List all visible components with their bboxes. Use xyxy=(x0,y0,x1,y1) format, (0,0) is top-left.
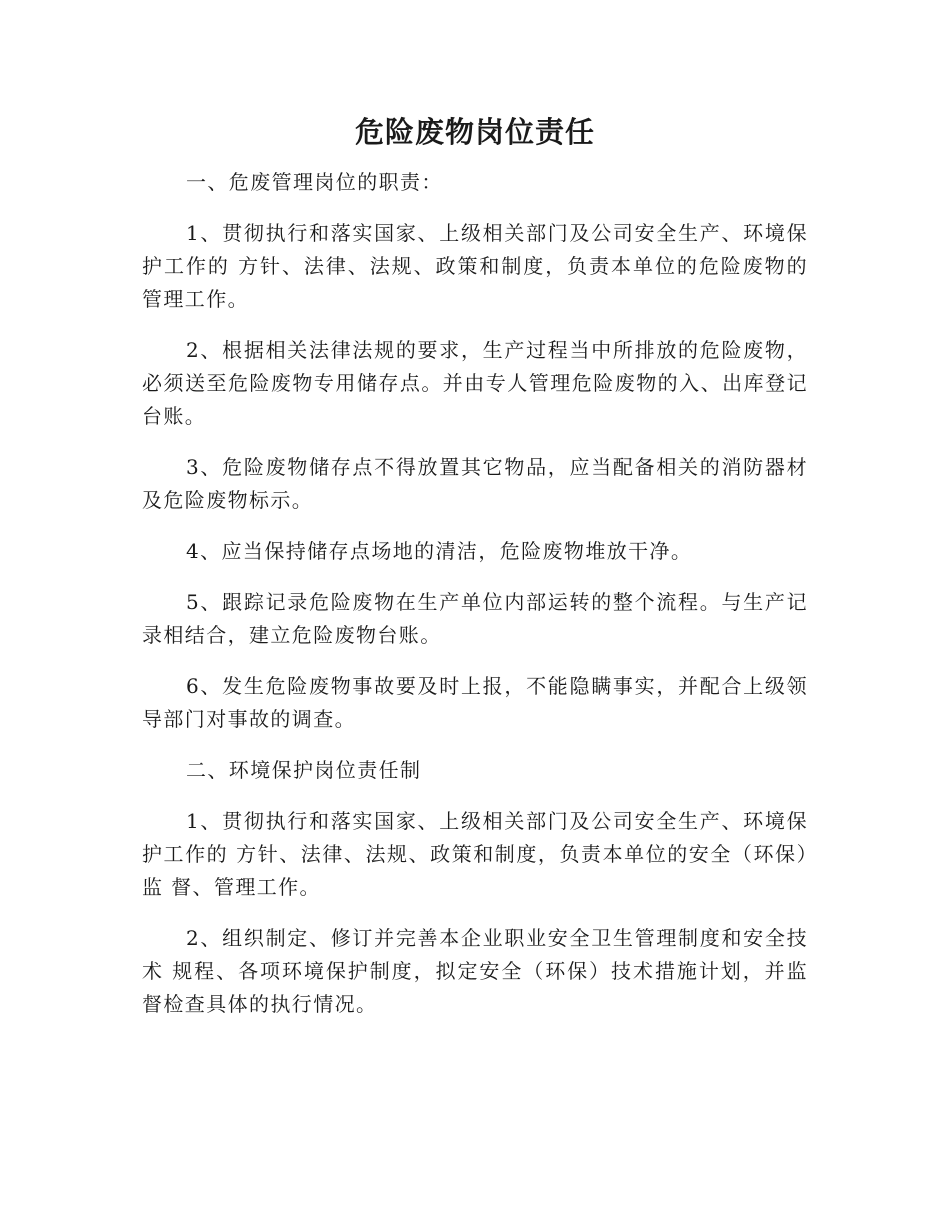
paragraph: 3、危险废物储存点不得放置其它物品，应当配备相关的消防器材及危险废物标示。 xyxy=(142,455,808,512)
document-body xyxy=(142,166,808,1021)
paragraph: 4、应当保持储存点场地的清洁，危险废物堆放干净。 xyxy=(186,539,693,563)
paragraph: 6、发生危险废物事故要及时上报，不能隐瞒事实，并配合上级领导部门对事故的调查。 xyxy=(142,674,808,731)
paragraph: 5、跟踪记录危险废物在生产单位内部运转的整个流程。与生产记录相结合，建立危险废物台账。 xyxy=(142,590,808,647)
paragraph: 2、根据相关法律法规的要求，生产过程当中所排放的危险废物，必须送至危险废物专用储存点。并由专人管理危险废物的入、出库登记台账。 xyxy=(142,338,808,428)
document-title: 危险废物岗位责任 xyxy=(354,115,595,149)
section-heading-2: 二、环境保护岗位责任制 xyxy=(186,758,422,782)
paragraph: 1、贯彻执行和落实国家、上级相关部门及公司安全生产、环境保护工作的 方针、法律、法规、政策和制度，负责本单位的危险废物的管理工作。 xyxy=(142,221,808,311)
paragraph: 2、组织制定、修订并完善本企业职业安全卫生管理制度和安全技术 规程、各项环境保护制度，拟定安全（环保）技术措施计划，并监督检查具体的执行情况。 xyxy=(142,926,808,1016)
section-heading-1: 一、危废管理岗位的职责： xyxy=(186,170,443,194)
paragraph: 1、贯彻执行和落实国家、上级相关部门及公司安全生产、环境保护工作的 方针、法律、法规、政策和制度，负责本单位的安全（环保）监 督、管理工作。 xyxy=(142,809,808,899)
